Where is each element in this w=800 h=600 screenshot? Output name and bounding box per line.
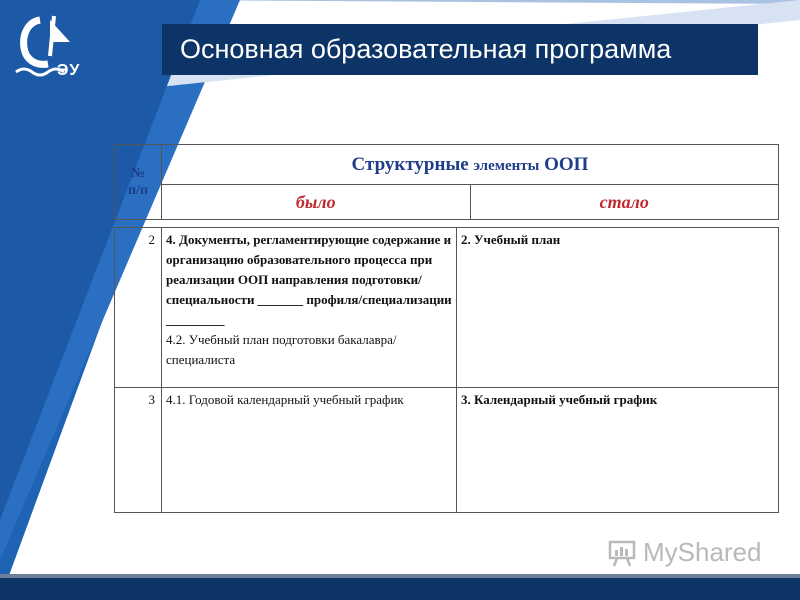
watermark xyxy=(607,537,762,568)
page-title: Основная образовательная программа xyxy=(180,34,672,64)
header-was: было xyxy=(162,185,471,220)
row-number: 3 xyxy=(115,388,162,513)
header-now: стало xyxy=(470,185,779,220)
presentation-icon xyxy=(607,538,637,568)
row-was-normal: 4.2. Учебный план подготовки бакалавра/специалиста xyxy=(166,332,397,367)
table-row xyxy=(115,388,779,513)
row-was-bold: 4. Документы, регламентирующие содержание и организацию образовательного процесса при реализации ООП направления подготовки/специальности _______ профиля/специализации _________ xyxy=(166,232,452,327)
header-structure-b: элементы xyxy=(473,157,540,174)
table-row xyxy=(115,228,779,388)
row-now: 3. Календарный учебный график xyxy=(457,388,779,513)
row-was-normal: 4.1. Годовой календарный учебный график xyxy=(166,392,404,407)
content-table xyxy=(114,227,779,513)
header-number-cell xyxy=(115,145,162,220)
header-number-line2: п/п xyxy=(127,183,149,198)
footer-bar xyxy=(0,578,800,600)
row-was-cell xyxy=(162,228,457,388)
header-table xyxy=(114,144,779,220)
logo-text: ЭУ xyxy=(57,62,81,79)
header-structure-c: ООП xyxy=(539,153,589,175)
row-was-cell xyxy=(162,388,457,513)
header-structure-a: Структурные xyxy=(351,153,474,175)
watermark-text: MyShared xyxy=(643,537,762,567)
row-number: 2 xyxy=(115,228,162,388)
title-bar xyxy=(162,24,758,75)
row-now: 2. Учебный план xyxy=(457,228,779,388)
header-structure-cell xyxy=(162,145,779,185)
header-number-line1: № xyxy=(130,166,146,181)
university-logo xyxy=(10,12,90,92)
